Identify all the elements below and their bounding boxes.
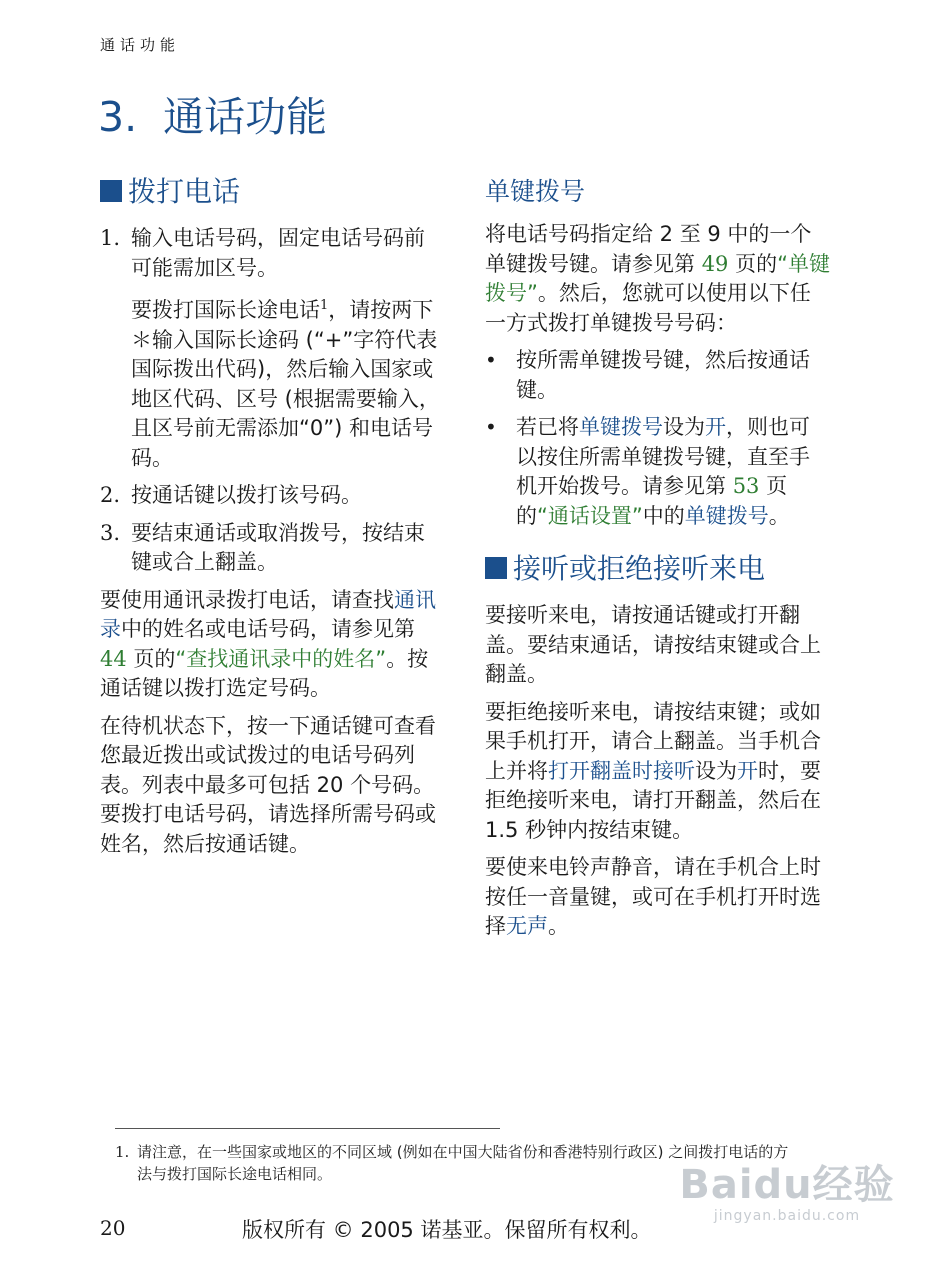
step-marker: 2. bbox=[100, 483, 121, 507]
bullet-item-1 bbox=[485, 346, 830, 405]
subsection-title-speed-dial: 单键拨号 bbox=[485, 177, 586, 206]
footnote-divider bbox=[115, 1128, 500, 1129]
page-ref-44[interactable]: 44 bbox=[100, 646, 127, 671]
step-text: 按通话键以拨打该号码。 bbox=[131, 483, 362, 507]
cross-ref-link[interactable]: “通话设置” bbox=[537, 503, 643, 528]
bullet-icon: • bbox=[485, 348, 497, 372]
watermark-logo-text: Baidu经验 bbox=[679, 1162, 895, 1208]
section-title-make-call: 拨打电话 bbox=[100, 172, 445, 212]
chapter-title-text: 通话功能 bbox=[163, 93, 328, 141]
baidu-watermark-logo bbox=[662, 1162, 912, 1242]
watermark-url: jingyan.baidu.com bbox=[713, 1208, 861, 1224]
step-marker: 1. bbox=[100, 226, 121, 250]
step-marker: 3. bbox=[100, 520, 121, 545]
step-text: 要结束通话或取消拨号，按结束键或合上翻盖。 bbox=[131, 520, 425, 574]
menu-term: 开 bbox=[737, 758, 758, 783]
step-1 bbox=[100, 224, 445, 473]
reject-paragraph: 要拒绝接听来电，请按结束键；或如果手机打开，请合上翻盖。当手机合上并将打开翻盖时接听设为开时，要拒绝接听来电，请打开翻盖，然后在 1.5 秒钟内按结束键。 bbox=[485, 699, 821, 842]
menu-term: 开 bbox=[705, 415, 726, 439]
section-title-answer-reject: 接听或拒绝接听来电 bbox=[485, 549, 830, 589]
chapter-number: 3. bbox=[98, 93, 138, 141]
answer-paragraph: 要接听来电，请按通话键或打开翻盖。要结束通话，请按结束键或合上翻盖。 bbox=[485, 603, 821, 686]
step-text: 输入电话号码，固定电话号码前可能需加区号。 bbox=[131, 226, 425, 280]
cross-ref-link[interactable]: “查找通讯录中的姓名” bbox=[175, 646, 387, 671]
bullet-item-2 bbox=[485, 413, 830, 531]
menu-term: 单键拨号 bbox=[579, 415, 663, 439]
right-column bbox=[485, 172, 830, 950]
footnote-number: 1. bbox=[115, 1143, 130, 1161]
step-3 bbox=[100, 519, 445, 578]
footnote-text: 请注意，在一些国家或地区的不同区域 (例如在中国大陆省份和香港特别行政区) 之间拨打电话的方法与拨打国际长途电话相同。 bbox=[137, 1143, 789, 1183]
step-2 bbox=[100, 481, 445, 511]
copyright-notice: 版权所有 © 2005 诺基亚。保留所有权利。 bbox=[242, 1218, 652, 1242]
footnote-ref[interactable]: 1 bbox=[320, 298, 329, 313]
bullet-text: 若已将单键拨号设为开，则也可以按住所需单键拨号键，直至手机开始拨号。请参见第 53 页的“通话设置”中的单键拨号。 bbox=[516, 415, 810, 528]
running-header: 通话功能 bbox=[100, 36, 181, 54]
menu-term: 无声 bbox=[506, 914, 548, 938]
menu-term-contacts: 通讯录 bbox=[100, 587, 436, 641]
mute-paragraph: 要使来电铃声静音，请在手机合上时按任一音量键，或可在手机打开时选择无声。 bbox=[485, 855, 821, 938]
cross-ref-link[interactable]: “单键拨号” bbox=[485, 251, 830, 305]
left-column bbox=[100, 172, 445, 867]
speed-dial-intro: 将电话号码指定给 2 至 9 中的一个单键拨号键。请参见第 49 页的“单键拨号”。然后，您就可以使用以下任一方式拨打单键拨号号码： bbox=[485, 222, 830, 335]
redial-paragraph: 在待机状态下，按一下通话键可查看您最近拨出或试拨过的电话号码列表。列表中最多可包括 20 个号码。要拨打电话号码，请选择所需号码或姓名，然后按通话键。 bbox=[100, 713, 436, 856]
page-ref-49[interactable]: 49 bbox=[701, 251, 729, 276]
page-number: 20 bbox=[100, 1216, 126, 1240]
menu-term: 单键拨号 bbox=[684, 503, 769, 528]
bullet-text: 按所需单键拨号键，然后按通话键。 bbox=[516, 348, 810, 402]
page-ref-53[interactable]: 53 bbox=[732, 474, 760, 498]
step-note: 要拨打国际长途电话$^1$，请按两下＊输入国际长途码 (“+”字符代表国际拨出代码)，然后输入国家或地区代码、区号 (根据需要输入，且区号前无需添加“0”) 和电话号码。 bbox=[131, 298, 440, 470]
chapter-title bbox=[98, 84, 327, 143]
menu-term: 打开翻盖时接听 bbox=[548, 758, 695, 783]
square-bullet-icon bbox=[100, 180, 122, 202]
contacts-paragraph: 要使用通讯录拨打电话，请查找通讯录中的姓名或电话号码，请参见第 44 页的“查找通讯录中的姓名”。按通话键以拨打选定号码。 bbox=[100, 587, 436, 700]
bullet-icon: • bbox=[485, 415, 497, 439]
square-bullet-icon bbox=[485, 557, 507, 579]
